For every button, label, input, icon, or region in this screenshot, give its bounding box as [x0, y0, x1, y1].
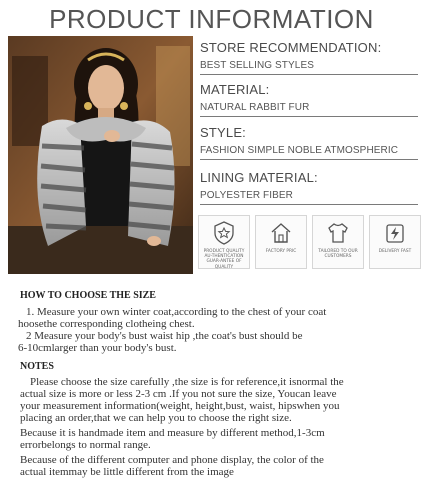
notes-heading: NOTES [20, 361, 54, 372]
page-title: PRODUCT INFORMATION [49, 4, 374, 34]
info-value: BEST SELLING STYLES [200, 60, 314, 71]
size-step1-line1: 1. Measure your own winter coat,according to the chest of your coat [26, 306, 327, 318]
notes-p2-line2: errorbelongs to normal range. [20, 439, 151, 451]
badge-label: DELIVERY FAST [378, 249, 412, 254]
divider [200, 204, 418, 205]
notes-p1-line3: your measurement information(weight, height,bust, waist, hipswhen you [20, 400, 340, 412]
info-heading: MATERIAL: [200, 82, 270, 97]
notes-p1-line2: actual size is more or less 2-3 cm .If you not sure the size, Youcan leave [20, 388, 337, 400]
notes-p1-line1: Please choose the size carefully ,the size is for reference,it isnormal the [30, 376, 344, 388]
lightning-delivery-icon [384, 221, 406, 245]
size-step1-line2: hoosethe corresponding clotheing chest. [18, 318, 195, 330]
info-heading: STORE RECOMMENDATION: [200, 40, 382, 55]
tshirt-icon [327, 221, 349, 245]
info-material [200, 82, 418, 117]
info-store-recommendation [200, 40, 418, 75]
feature-badges [198, 215, 420, 270]
product-photo [8, 36, 193, 274]
notes-p2-line1: Because it is handmade item and measure by different method,1-3cm [20, 427, 325, 439]
badge-label: FACTORY PRIC [265, 249, 297, 254]
size-step2-line1: 2 Measure your body's bust waist hip ,the coat's bust should be [26, 330, 303, 342]
star-shield-icon [213, 221, 235, 245]
info-value: FASHION SIMPLE NOBLE ATMOSPHERIC [200, 145, 399, 156]
info-value: POLYESTER FIBER [200, 190, 294, 201]
size-guide-heading: HOW TO CHOOSE THE SIZE [20, 290, 156, 301]
info-style [200, 125, 418, 160]
info-heading: LINING MATERIAL: [200, 170, 318, 185]
badge-delivery-fast [369, 215, 421, 269]
notes-p3-line1: Because of the different computer and phone display, the color of the [20, 454, 324, 466]
info-heading: STYLE: [200, 125, 246, 140]
badge-factory-price [255, 215, 307, 269]
badge-label: TAILORED TO OUR CUSTOMERS [318, 249, 358, 260]
notes-p3-line2: actual itemmay be little different from the image [20, 466, 234, 478]
notes-p1-line4: placing an order,that we can help you to choose the right size. [20, 412, 292, 424]
model-wearing-fur-coat-image [8, 36, 193, 274]
factory-house-icon [270, 221, 292, 245]
divider [200, 116, 418, 117]
info-lining-material [200, 170, 418, 205]
divider [200, 159, 418, 160]
badge-quality [198, 215, 250, 269]
divider [200, 74, 418, 75]
size-step2-line2: 6-10cmlarger than your body's bust. [18, 342, 177, 354]
info-value: NATURAL RABBIT FUR [200, 102, 310, 113]
badge-tailored [312, 215, 364, 269]
badge-label: PRODUCT QUALITY AU-THENTICATION GUAR-ANTEE OF QUALITY [203, 249, 245, 270]
